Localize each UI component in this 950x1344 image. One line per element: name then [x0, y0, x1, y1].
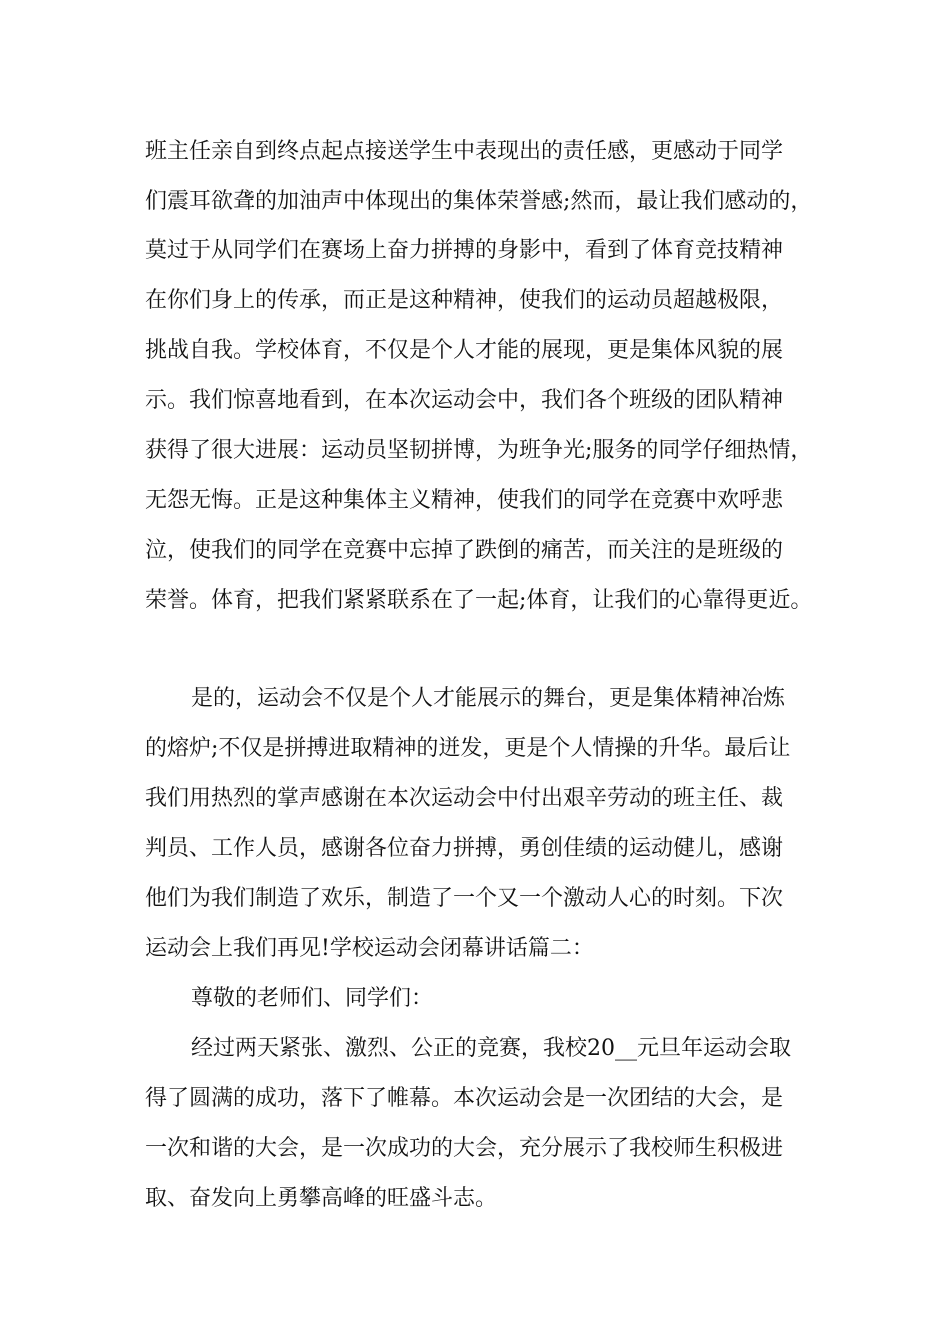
text-line: 在你们身上的传承，而正是这种精神，使我们的运动员超越极限， [145, 288, 784, 313]
text-line: 示。我们惊喜地看到，在本次运动会中，我们各个班级的团队精神 [145, 388, 784, 413]
paragraph-first-line: 经过两天紧张、激烈、公正的竞赛，我校20__元旦年运动会取 [191, 1036, 791, 1061]
text-line: 的熔炉;不仅是拼搏进取精神的迸发，更是个人情操的升华。最后让 [145, 736, 791, 761]
text-line: 我们用热烈的掌声感谢在本次运动会中付出艰辛劳动的班主任、裁 [145, 786, 784, 811]
text-line: 一次和谐的大会，是一次成功的大会，充分展示了我校师生积极进 [145, 1136, 784, 1161]
text-line: 他们为我们制造了欢乐，制造了一个又一个激动人心的时刻。下次 [145, 886, 784, 911]
text-line: 莫过于从同学们在赛场上奋力拼搏的身影中，看到了体育竞技精神 [145, 238, 784, 263]
text-line: 荣誉。体育，把我们紧紧联系在了一起;体育，让我们的心靠得更近。 [145, 588, 813, 613]
text-line: 取、奋发向上勇攀高峰的旺盛斗志。 [145, 1186, 498, 1211]
salutation: 尊敬的老师们、同学们： [191, 986, 434, 1011]
text-line: 无怨无悔。正是这种集体主义精神，使我们的同学在竞赛中欢呼悲 [145, 488, 784, 513]
text-line: 泣，使我们的同学在竞赛中忘掉了跌倒的痛苦，而关注的是班级的 [145, 538, 784, 563]
text-line: 判员、工作人员，感谢各位奋力拼搏，勇创佳绩的运动健儿，感谢 [145, 836, 784, 861]
paragraph-first-line: 是的，运动会不仅是个人才能展示的舞台，更是集体精神冶炼 [191, 686, 786, 711]
text-line: 们震耳欲聋的加油声中体现出的集体荣誉感;然而，最让我们感动的， [145, 189, 813, 214]
text-line: 运动会上我们再见!学校运动会闭幕讲话篇二： [145, 936, 594, 961]
text-line: 得了圆满的成功，落下了帷幕。本次运动会是一次团结的大会，是 [145, 1086, 784, 1111]
text-line: 挑战自我。学校体育，不仅是个人才能的展现，更是集体风貌的展 [145, 338, 784, 363]
text-line: 班主任亲自到终点起点接送学生中表现出的责任感，更感动于同学 [145, 139, 784, 164]
text-line: 获得了很大进展：运动员坚韧拼博，为班争光;服务的同学仔细热情， [145, 438, 813, 463]
